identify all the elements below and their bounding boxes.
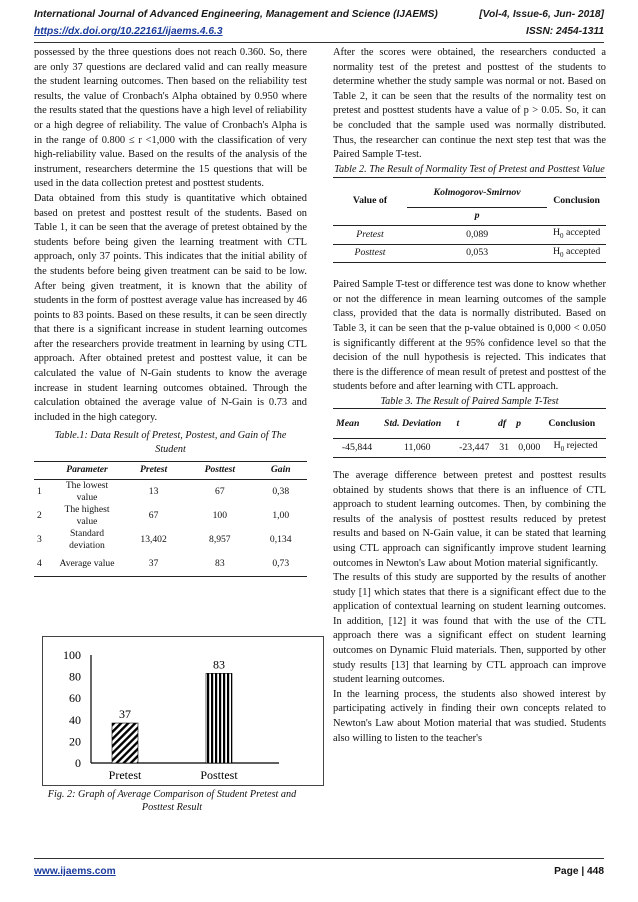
- table-cell: 0,000: [518, 441, 541, 453]
- paragraph: After the scores were obtained, the researchers conducted a normality test of the pretest and posttest of the students to determine whether the study sample was normal or not. Based on Table 2, it can be seen that the results of the normality test on pretest and posttest students have a value of p > 0.05. So, it can be concluded that the sample used was normally distributed. Thus, the researcher can continue the next step test that was the Paired Sample T-test.: [333, 47, 606, 161]
- y-tick-label: 20: [69, 734, 81, 749]
- bar-chart: [43, 637, 325, 787]
- table-cell: 1,00: [272, 510, 290, 522]
- table-cell: $H_0$ rejected: [553, 440, 598, 454]
- table-cell: The lowest value: [65, 480, 109, 504]
- table-header-row: [34, 462, 307, 480]
- table-header: df: [498, 417, 507, 429]
- journal-title: International Journal of Advanced Engineering, Management and Science (IJAEMS): [34, 9, 438, 20]
- table-header: Pretest: [122, 462, 185, 480]
- right-column: [333, 46, 606, 746]
- table-row: [333, 439, 606, 458]
- table-header: Value of: [352, 195, 388, 207]
- paragraph: The average difference between pretest and posttest results obtained by students shows that there is an influence of CTL approach to student learning outcomes. Then, by combining the results of the analysis of posttest results reduced by pretest results and based on N-Gain value, it can be stated that learning using CTL approach can significantly improve student learning outcomes in Newton's Law about Motion material significantly.: [333, 469, 606, 569]
- left-column: [34, 46, 307, 577]
- bar-pretest: [112, 723, 138, 763]
- table-cell: 83: [185, 552, 254, 576]
- data-label: 83: [213, 657, 225, 672]
- table-cell: 11,060: [403, 441, 431, 453]
- issn: ISSN: 2454-1311: [526, 26, 604, 37]
- table-cell: 0,134: [269, 534, 292, 546]
- table-cell: Average value: [52, 552, 122, 576]
- paragraph: possessed by the three questions does not reach 0.360. So, there are only 37 questions are declared valid and can really measure the student learning outcomes. Then based on the reliability test results, the value of Cronbach's Alpha obtained by 0.950 where the results stated that the questions have a high level of reliability or a high degree of reliability. The value of Cronbach's Alpha is in the range of 0.800 ≤ r <1,000 with the classification of very high-reliability value. Based on the results of the analysis of the instrument, researchers determine the 15 questions that will be used in the data collection pretest and posttest students.: [34, 47, 307, 190]
- y-tick-label: 100: [63, 648, 81, 662]
- table3-caption: Table 3. The Result of Paired Sample T-Test: [380, 396, 559, 407]
- table-cell: 0,089: [466, 228, 489, 240]
- footer-rule: [34, 858, 604, 859]
- table-cell: 13: [148, 486, 159, 498]
- table-cell: -23,447: [459, 441, 490, 453]
- table1: [34, 461, 307, 577]
- table-cell: 8,957: [209, 534, 231, 546]
- y-tick-label: 60: [69, 691, 81, 706]
- table-header: Posttest: [185, 462, 254, 480]
- row-number: 4: [34, 552, 52, 576]
- paragraph: The results of this study are supported by the results of another study [1] which states that there is a significant effect due to the application of contextual learning on student learning outcomes. In addition, [12] it was found that with the use of the CTL approach there was a significant effect on student learning outcomes on Dynamic Fluid materials. Then, supported by other study results [13] that learning by CTL approach can improve student learning outcomes.: [333, 572, 606, 686]
- table-cell: 31: [499, 441, 509, 453]
- table-header: p: [516, 417, 522, 429]
- table-cell: 0,053: [466, 247, 489, 259]
- table-cell: The highest value: [64, 504, 110, 528]
- table-header: Mean: [336, 417, 360, 429]
- table-cell: $H_0$ accepted: [552, 227, 601, 241]
- footer-url[interactable]: www.ijaems.com: [34, 866, 116, 877]
- table2: [333, 177, 606, 263]
- table-cell: $H_0$ accepted: [552, 245, 601, 259]
- table-cell: 67: [215, 486, 225, 498]
- doi-link[interactable]: https://dx.doi.org/10.22161/ijaems.4.6.3: [34, 26, 223, 37]
- table2-caption: Table 2. The Result of Normality Test of Pretest and Posttest Value: [334, 163, 605, 175]
- table-header: Kolmogorov-Smirnov: [407, 178, 547, 208]
- category-label: Posttest: [200, 768, 238, 782]
- table-row: [34, 528, 307, 552]
- table-cell: Standard deviation: [69, 528, 105, 552]
- y-tick-label: 80: [69, 669, 81, 684]
- table-header: p: [474, 210, 480, 222]
- paragraph: Data obtained from this study is quantitative which obtained based on pretest and posttest result of the students. Based on Table 1, it can be seen that the average of pretest obtained by the students before being given the learning treatment with CTL approach, only 37 points. This indicates that the initial ability of the students before being given treatment can be said to be low. After being given treatment, it is known that the ability of students in the form of posttest average value has increased by 46 points to 83 points. Based on these results, it can be seen directly that there is a significant increase in student learning outcomes after the researchers provide treatment in learning by using CTL approach. After obtained pretest and posttest value, it can be calculated the value of N-Gain students to know the average increase in student learning outcomes obtained. Through the calculation obtained the average value of N-Gain is 0.73 and included in the high category.: [34, 192, 307, 423]
- table-cell: Posttest: [354, 247, 386, 259]
- table-row: [34, 552, 307, 576]
- table-cell: 100: [212, 510, 227, 522]
- figure-frame: [42, 636, 324, 786]
- row-number: 2: [37, 510, 42, 522]
- table1-caption: Table.1: Data Result of Pretest, Postest, and Gain of The Student: [54, 430, 287, 455]
- table-header: Gain: [254, 462, 307, 480]
- row-number: 3: [37, 534, 42, 546]
- table-cell: Pretest: [356, 228, 384, 240]
- data-label: 37: [119, 707, 131, 722]
- table-row: [333, 244, 606, 263]
- table-row: [333, 226, 606, 245]
- paragraph: Paired Sample T-test or difference test was done to know whether or not the difference in mean learning outcomes of the sample class, provided that the data is normally distributed. Based on Table 3, it can be seen that the p-value obtained is 0,000 < 0.050 is significantly different at the 95% confidence level so that the decision of the null hypothesis is rejected. This indicates that there is the difference of mean result of pretest and posttest of the students before and after learning with CTL approach.: [333, 279, 606, 393]
- bar-posttest: [206, 673, 232, 763]
- table-header: Std. Deviation: [384, 417, 442, 429]
- y-tick-label: 40: [69, 712, 81, 727]
- category-label: Pretest: [108, 768, 142, 782]
- table-header: Parameter: [52, 462, 122, 480]
- table-header: Conclusion: [553, 195, 601, 207]
- table-row: [34, 480, 307, 505]
- table-cell: 0,38: [272, 486, 290, 498]
- row-number: 1: [37, 486, 42, 498]
- table3: [333, 408, 606, 458]
- table-header: t: [456, 417, 460, 429]
- figure-caption: Fig. 2: Graph of Average Comparison of Student Pretest and Posttest Result: [47, 789, 297, 814]
- table-cell: 37: [122, 552, 185, 576]
- table-cell: 13,402: [140, 534, 167, 546]
- table-cell: 0,73: [254, 552, 307, 576]
- header-rule: [34, 42, 604, 43]
- table-header: Conclusion: [548, 417, 596, 429]
- paragraph: In the learning process, the students also showed interest by participating actively in finding their own concepts related to Newton's Law about Motion material that was studied. Students also willing to listen to the teacher's: [333, 688, 606, 744]
- table-cell: -45,844: [341, 441, 373, 453]
- issue-info: [Vol-4, Issue-6, Jun- 2018]: [479, 9, 604, 20]
- table-cell: 67: [148, 510, 159, 522]
- y-tick-label: 0: [75, 756, 81, 770]
- page-number: Page | 448: [554, 866, 604, 877]
- table-row: [34, 504, 307, 528]
- table-header-row: [333, 409, 606, 439]
